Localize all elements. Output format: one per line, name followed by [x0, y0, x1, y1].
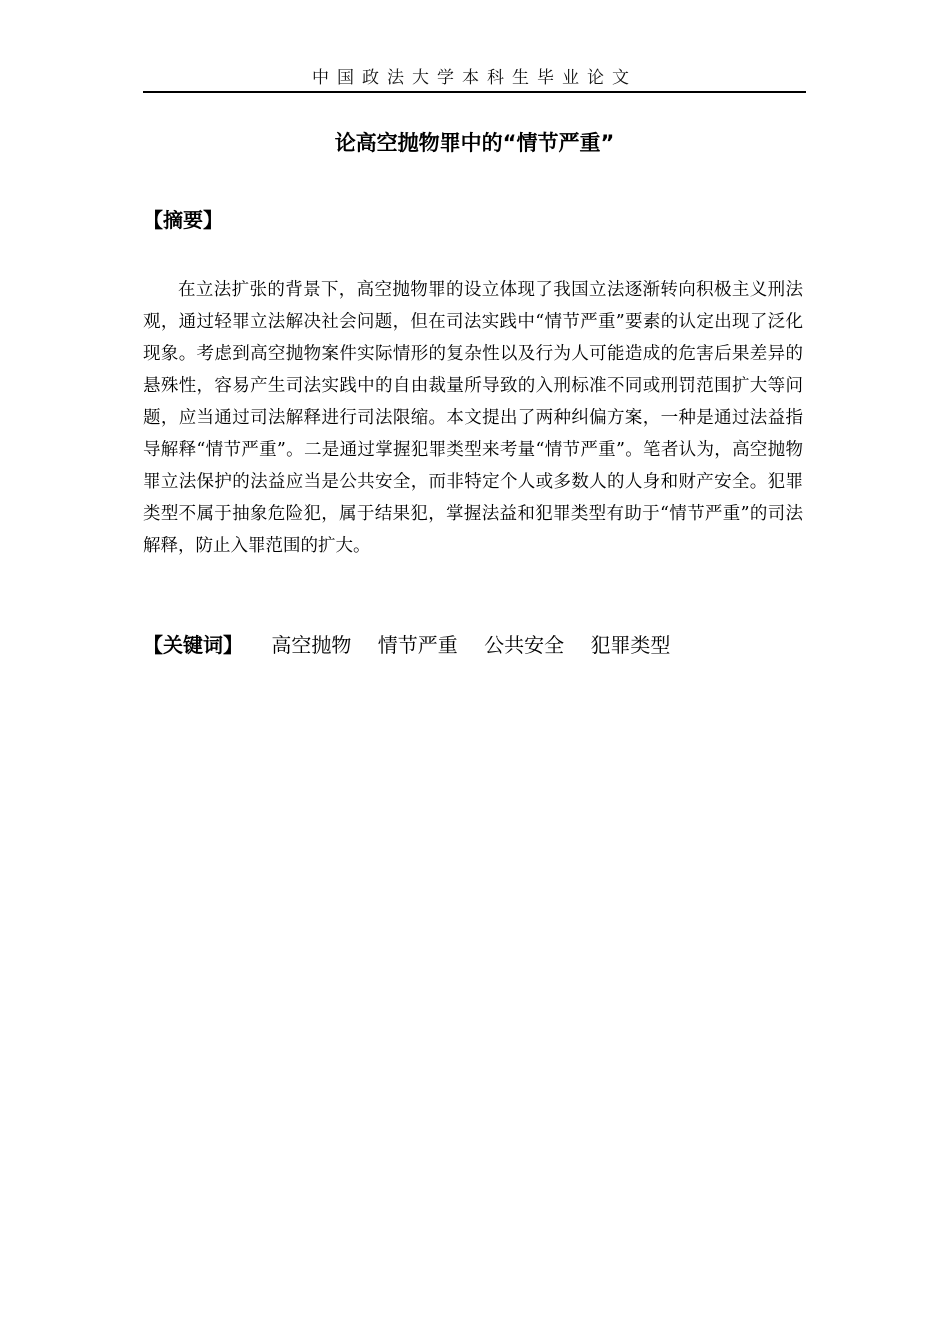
- abstract-body: 在立法扩张的背景下，高空抛物罪的设立体现了我国立法逐渐转向积极主义刑法观，通过轻罪立法解决社会问题，但在司法实践中“情节严重”要素的认定出现了泛化现象。考虑到高空抛物案件实际情形的复杂性以及行为人可能造成的危害后果差异的悬殊性，容易产生司法实践中的自由裁量所导致的入刑标准不同或刑罚范围扩大等问题，应当通过司法解释进行司法限缩。本文提出了两种纠偏方案，一种是通过法益指导解释“情节严重”。二是通过掌握犯罪类型来考量“情节严重”。笔者认为，高空抛物罪立法保护的法益应当是公共安全，而非特定个人或多数人的人身和财产安全。犯罪类型不属于抽象危险犯，属于结果犯，掌握法益和犯罪类型有助于“情节严重”的司法解释，防止入罪范围的扩大。: [143, 280, 803, 556]
- keyword-item: 公共安全: [484, 633, 565, 657]
- keyword-item: 高空抛物: [271, 633, 352, 657]
- keywords-line: [143, 630, 806, 660]
- header-rule: [143, 91, 806, 93]
- keyword-item: 犯罪类型: [590, 633, 671, 657]
- keyword-item: 情节严重: [377, 633, 458, 657]
- paper-title: 论高空抛物罪中的“情节严重”: [334, 131, 615, 155]
- page-header: 中国政法大学本科生毕业论文: [312, 68, 637, 88]
- keywords-label: 【关键词】: [143, 633, 243, 657]
- abstract-heading: 【摘要】: [143, 208, 223, 232]
